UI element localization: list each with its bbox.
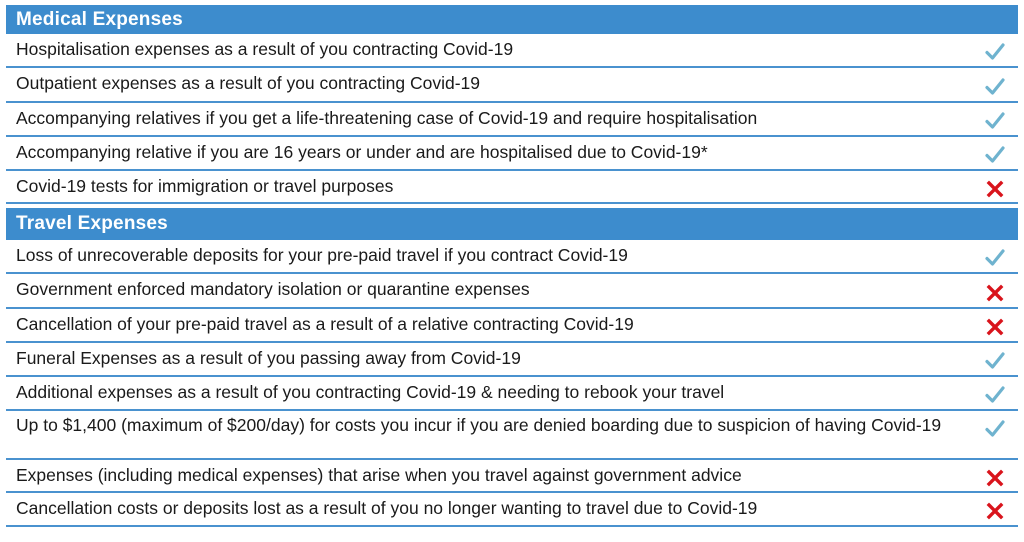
table-row	[6, 171, 1018, 204]
table-row	[6, 68, 1018, 103]
row-label: Government enforced mandatory isolation or quarantine expenses	[16, 279, 530, 299]
row-label: Accompanying relative if you are 16 years or under and are hospitalised due to Covid-19*	[16, 142, 708, 162]
row-label: Funeral Expenses as a result of you passing away from Covid-19	[16, 348, 521, 368]
row-label: Outpatient expenses as a result of you contracting Covid-19	[16, 73, 481, 93]
row-label: Hospitalisation expenses as a result of you contracting Covid-19	[16, 39, 514, 59]
cross-icon	[982, 280, 1008, 306]
cross-icon	[982, 176, 1008, 202]
table-row	[6, 240, 1018, 274]
table-row	[6, 411, 1018, 460]
row-label: Additional expenses as a result of you contracting Covid-19 & needing to rebook your travel	[16, 382, 725, 402]
check-icon	[982, 245, 1008, 271]
row-label: Covid-19 tests for immigration or travel purposes	[16, 176, 394, 196]
table-row	[6, 493, 1018, 527]
row-label: Expenses (including medical expenses) that arise when you travel against government advice	[16, 465, 742, 485]
check-icon	[982, 348, 1008, 374]
row-label: Up to $1,400 (maximum of $200/day) for costs you incur if you are denied boarding due to suspicion of having Covid-19	[16, 415, 942, 435]
cross-icon	[982, 498, 1008, 524]
cross-icon	[982, 314, 1008, 340]
row-label: Loss of unrecoverable deposits for your pre-paid travel if you contract Covid-19	[16, 245, 628, 265]
row-label: Cancellation of your pre-paid travel as a result of a relative contracting Covid-19	[16, 314, 634, 334]
cross-icon	[982, 465, 1008, 491]
section-header: Medical Expenses	[6, 5, 1018, 34]
row-label: Cancellation costs or deposits lost as a result of you no longer wanting to travel due to Covid-19	[16, 498, 758, 518]
section-header: Travel Expenses	[6, 208, 1018, 240]
check-icon	[982, 74, 1008, 100]
table-row	[6, 137, 1018, 171]
table-row	[6, 103, 1018, 137]
table-row	[6, 309, 1018, 343]
check-icon	[982, 382, 1008, 408]
check-icon	[982, 416, 1008, 442]
check-icon	[982, 108, 1008, 134]
table-row	[6, 274, 1018, 309]
check-icon	[982, 39, 1008, 65]
row-label: Accompanying relatives if you get a life-threatening case of Covid-19 and require hospitalisation	[16, 108, 758, 128]
table-row	[6, 343, 1018, 377]
check-icon	[982, 142, 1008, 168]
table-row	[6, 377, 1018, 411]
table-row	[6, 460, 1018, 493]
table-row	[6, 34, 1018, 68]
